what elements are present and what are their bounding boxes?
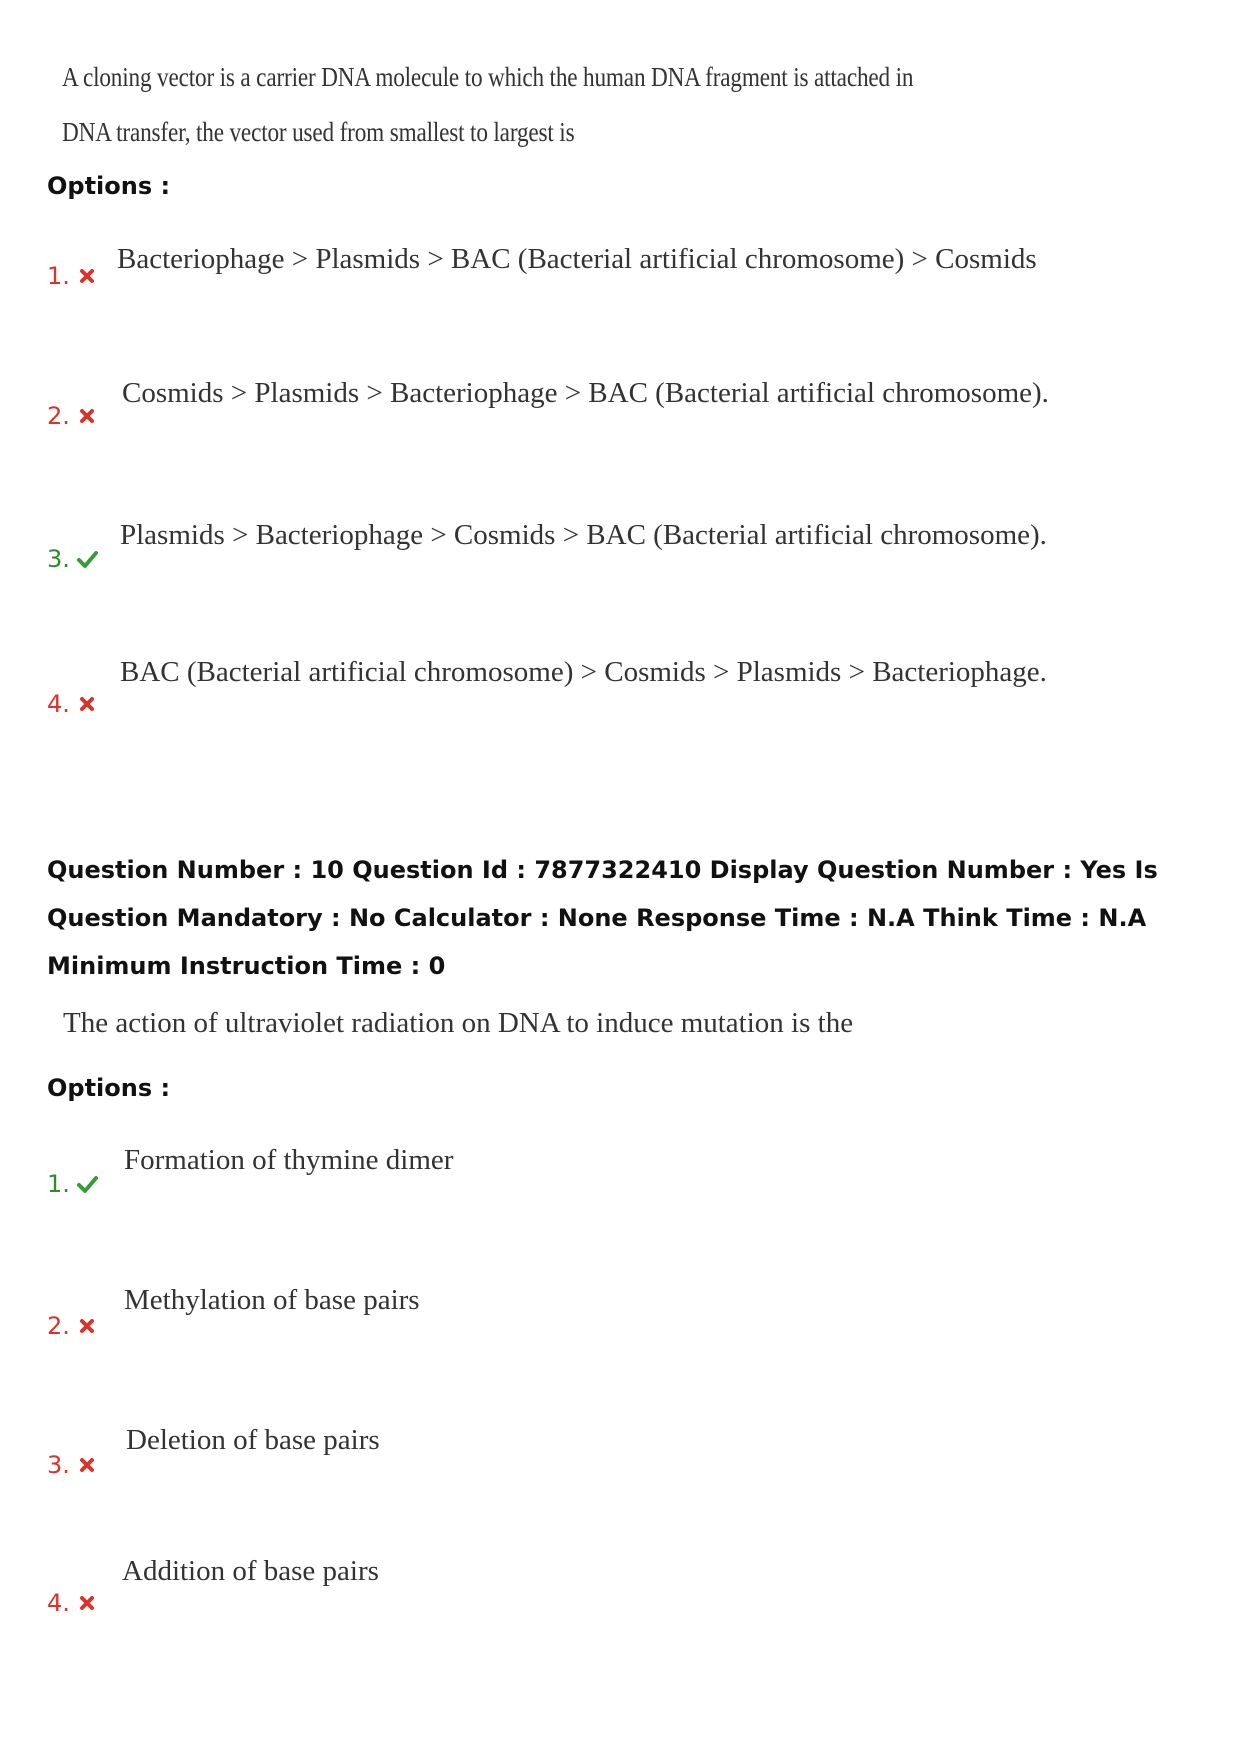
option-2-marker	[47, 402, 98, 430]
option-4-marker	[47, 1589, 98, 1617]
option-number: 3.	[47, 545, 70, 573]
check-icon	[76, 548, 98, 570]
check-icon	[76, 1173, 98, 1195]
cross-icon	[76, 405, 98, 427]
option-3-marker	[47, 545, 98, 573]
options-label: Options :	[47, 172, 171, 200]
option-number: 4.	[47, 1589, 70, 1617]
option-number: 4.	[47, 690, 70, 718]
option-3-text: Plasmids > Bacteriophage > Cosmids > BAC (Bacterial artificial chromosome).	[120, 519, 1047, 551]
question-stem-line: A cloning vector is a carrier DNA molecule to which the human DNA fragment is attached in	[62, 62, 914, 92]
cross-icon	[76, 1592, 98, 1614]
option-1-text: Bacteriophage > Plasmids > BAC (Bacterial artificial chromosome) > Cosmids	[117, 243, 1037, 275]
option-number: 1.	[47, 1170, 70, 1198]
option-3-marker	[47, 1451, 98, 1479]
question-stem-line: DNA transfer, the vector used from smallest to largest is	[62, 117, 575, 147]
option-2-text: Cosmids > Plasmids > Bacteriophage > BAC (Bacterial artificial chromosome).	[122, 377, 1049, 409]
cross-icon	[76, 1454, 98, 1476]
option-4-text: Addition of base pairs	[122, 1555, 379, 1587]
option-1-text: Formation of thymine dimer	[124, 1144, 454, 1176]
option-2-text: Methylation of base pairs	[124, 1284, 420, 1316]
question-metadata: Question Number : 10 Question Id : 7877322410 Display Question Number : Yes Is Question Mandatory : No Calculator : None Response Time : N.A Think Time : N.A Minimum Instruction Time : 0	[47, 856, 1158, 980]
option-number: 3.	[47, 1451, 70, 1479]
option-number: 2.	[47, 1312, 70, 1340]
cross-icon	[76, 1315, 98, 1337]
option-2-marker	[47, 1312, 98, 1340]
options-label: Options :	[47, 1074, 171, 1102]
cross-icon	[76, 265, 98, 287]
option-4-marker	[47, 690, 98, 718]
cross-icon	[76, 693, 98, 715]
question-stem: The action of ultraviolet radiation on DNA to induce mutation is the	[63, 1007, 854, 1039]
option-number: 2.	[47, 402, 70, 430]
option-1-marker	[47, 1170, 98, 1198]
option-1-marker	[47, 262, 98, 290]
option-3-text: Deletion of base pairs	[126, 1424, 380, 1456]
question-stem	[62, 50, 913, 160]
option-4-text: BAC (Bacterial artificial chromosome) > Cosmids > Plasmids > Bacteriophage.	[120, 656, 1047, 688]
option-number: 1.	[47, 262, 70, 290]
